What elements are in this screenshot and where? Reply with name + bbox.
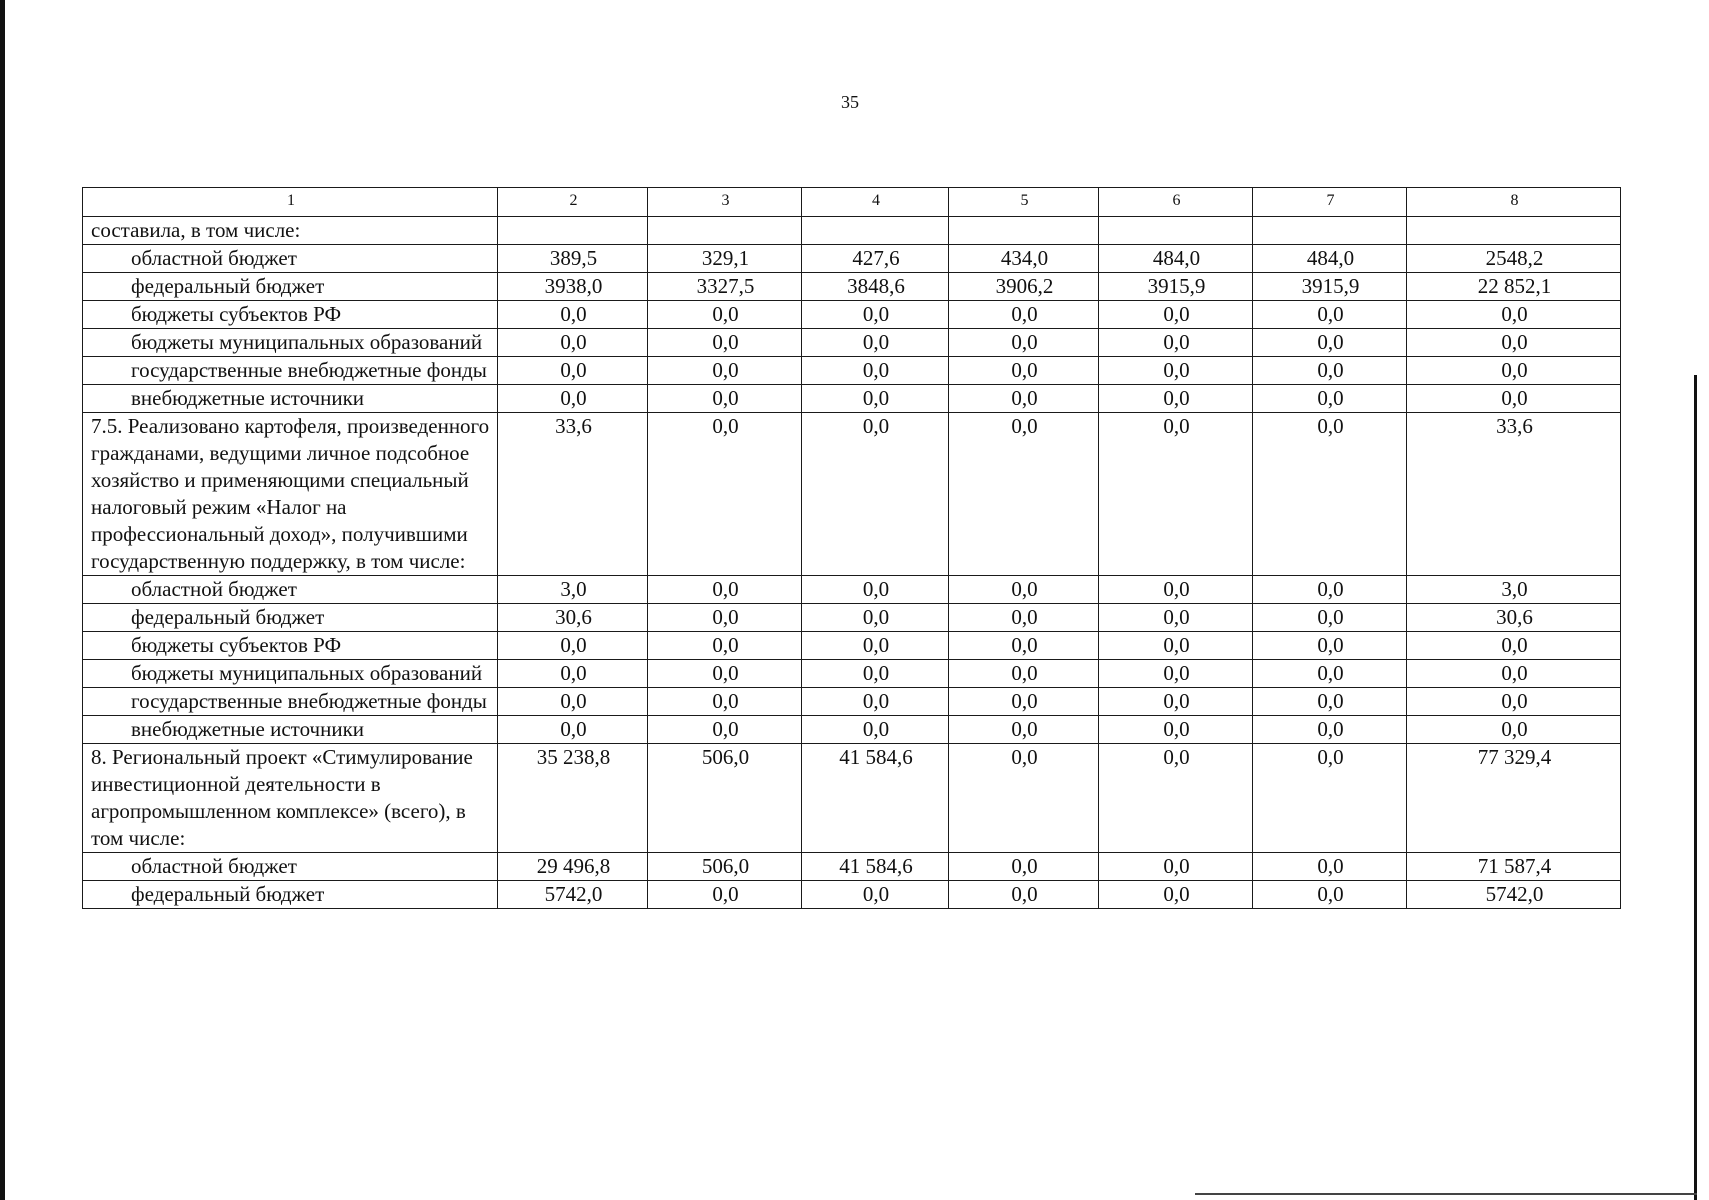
value-cell: 0,0 — [802, 688, 949, 716]
value-cell: 0,0 — [498, 716, 648, 744]
value-cell: 0,0 — [1099, 853, 1253, 881]
value-cell: 484,0 — [1253, 245, 1407, 273]
value-cell: 0,0 — [648, 716, 802, 744]
table-row — [83, 357, 1621, 385]
value-cell: 484,0 — [1099, 245, 1253, 273]
budget-table — [82, 187, 1621, 909]
row-label: бюджеты муниципальных образований — [83, 660, 498, 688]
value-cell: 0,0 — [802, 604, 949, 632]
value-cell: 0,0 — [1253, 413, 1407, 576]
value-cell: 0,0 — [949, 576, 1099, 604]
value-cell: 29 496,8 — [498, 853, 648, 881]
value-cell: 0,0 — [1099, 744, 1253, 853]
value-cell: 0,0 — [498, 660, 648, 688]
column-header: 2 — [498, 188, 648, 217]
page-number: 35 — [841, 92, 859, 112]
row-label: областной бюджет — [83, 576, 498, 604]
value-cell: 0,0 — [802, 632, 949, 660]
value-cell: 3938,0 — [498, 273, 648, 301]
table-row — [83, 217, 1621, 245]
value-cell: 506,0 — [648, 853, 802, 881]
value-cell: 33,6 — [1407, 413, 1621, 576]
value-cell: 0,0 — [1099, 688, 1253, 716]
value-cell: 5742,0 — [1407, 881, 1621, 909]
value-cell — [1407, 217, 1621, 245]
value-cell: 0,0 — [648, 688, 802, 716]
row-label: областной бюджет — [83, 245, 498, 273]
value-cell: 0,0 — [648, 660, 802, 688]
value-cell: 0,0 — [802, 357, 949, 385]
value-cell: 0,0 — [802, 716, 949, 744]
value-cell: 0,0 — [802, 881, 949, 909]
value-cell: 0,0 — [949, 716, 1099, 744]
table-row — [83, 604, 1621, 632]
table-row — [83, 688, 1621, 716]
value-cell: 22 852,1 — [1407, 273, 1621, 301]
value-cell: 0,0 — [1253, 301, 1407, 329]
table-row — [83, 301, 1621, 329]
value-cell — [648, 217, 802, 245]
value-cell: 0,0 — [949, 853, 1099, 881]
value-cell: 0,0 — [1253, 329, 1407, 357]
value-cell: 0,0 — [648, 881, 802, 909]
value-cell — [1253, 217, 1407, 245]
value-cell: 0,0 — [648, 301, 802, 329]
value-cell: 0,0 — [1253, 881, 1407, 909]
value-cell: 506,0 — [648, 744, 802, 853]
value-cell: 0,0 — [802, 329, 949, 357]
value-cell: 3848,6 — [802, 273, 949, 301]
row-label: 8. Региональный проект «Стимулирование инвестиционной деятельности в агропромышленном комплексе» (всего), в том числе: — [83, 744, 498, 853]
row-label: составила, в том числе: — [83, 217, 498, 245]
value-cell: 0,0 — [1407, 357, 1621, 385]
value-cell: 0,0 — [1253, 744, 1407, 853]
row-label: бюджеты субъектов РФ — [83, 632, 498, 660]
value-cell: 0,0 — [1407, 688, 1621, 716]
value-cell: 0,0 — [498, 385, 648, 413]
value-cell: 389,5 — [498, 245, 648, 273]
value-cell: 0,0 — [1253, 716, 1407, 744]
column-header: 8 — [1407, 188, 1621, 217]
table-row — [83, 413, 1621, 576]
value-cell: 0,0 — [1099, 576, 1253, 604]
value-cell: 0,0 — [949, 744, 1099, 853]
value-cell: 0,0 — [1407, 716, 1621, 744]
value-cell: 0,0 — [1099, 632, 1253, 660]
table-row — [83, 716, 1621, 744]
value-cell: 0,0 — [1253, 853, 1407, 881]
row-label: областной бюджет — [83, 853, 498, 881]
value-cell: 71 587,4 — [1407, 853, 1621, 881]
scan-edge-bottom — [1195, 1193, 1697, 1195]
value-cell: 77 329,4 — [1407, 744, 1621, 853]
table-row — [83, 329, 1621, 357]
value-cell: 0,0 — [949, 632, 1099, 660]
row-label: федеральный бюджет — [83, 881, 498, 909]
row-label: внебюджетные источники — [83, 716, 498, 744]
column-header: 5 — [949, 188, 1099, 217]
value-cell: 0,0 — [1253, 385, 1407, 413]
value-cell: 0,0 — [498, 688, 648, 716]
value-cell: 0,0 — [949, 357, 1099, 385]
value-cell: 0,0 — [949, 604, 1099, 632]
value-cell: 3906,2 — [949, 273, 1099, 301]
value-cell: 0,0 — [1407, 660, 1621, 688]
value-cell: 30,6 — [1407, 604, 1621, 632]
value-cell: 0,0 — [648, 632, 802, 660]
value-cell: 3327,5 — [648, 273, 802, 301]
value-cell: 0,0 — [949, 329, 1099, 357]
value-cell: 0,0 — [1099, 604, 1253, 632]
value-cell: 35 238,8 — [498, 744, 648, 853]
value-cell: 0,0 — [949, 385, 1099, 413]
value-cell: 2548,2 — [1407, 245, 1621, 273]
value-cell: 0,0 — [949, 413, 1099, 576]
value-cell: 0,0 — [949, 881, 1099, 909]
table-row — [83, 881, 1621, 909]
value-cell: 0,0 — [1099, 357, 1253, 385]
value-cell: 30,6 — [498, 604, 648, 632]
value-cell — [802, 217, 949, 245]
row-label: государственные внебюджетные фонды — [83, 688, 498, 716]
table-row — [83, 273, 1621, 301]
row-label: федеральный бюджет — [83, 604, 498, 632]
value-cell: 0,0 — [498, 301, 648, 329]
value-cell: 0,0 — [949, 660, 1099, 688]
value-cell: 3915,9 — [1253, 273, 1407, 301]
table-row — [83, 660, 1621, 688]
table-row — [83, 385, 1621, 413]
value-cell: 0,0 — [1099, 329, 1253, 357]
value-cell: 0,0 — [1253, 688, 1407, 716]
row-label: бюджеты субъектов РФ — [83, 301, 498, 329]
value-cell: 0,0 — [648, 357, 802, 385]
value-cell: 0,0 — [802, 385, 949, 413]
value-cell: 0,0 — [648, 385, 802, 413]
value-cell — [1099, 217, 1253, 245]
value-cell: 0,0 — [1253, 632, 1407, 660]
value-cell — [949, 217, 1099, 245]
column-number-row — [83, 188, 1621, 217]
value-cell: 0,0 — [648, 604, 802, 632]
value-cell: 0,0 — [1099, 385, 1253, 413]
value-cell: 0,0 — [1099, 660, 1253, 688]
value-cell: 0,0 — [1099, 716, 1253, 744]
row-label: бюджеты муниципальных образований — [83, 329, 498, 357]
value-cell: 0,0 — [1099, 881, 1253, 909]
table-body — [83, 217, 1621, 909]
value-cell: 0,0 — [802, 660, 949, 688]
value-cell: 0,0 — [648, 413, 802, 576]
value-cell: 5742,0 — [498, 881, 648, 909]
value-cell: 0,0 — [1407, 329, 1621, 357]
value-cell: 3915,9 — [1099, 273, 1253, 301]
value-cell: 329,1 — [648, 245, 802, 273]
value-cell: 0,0 — [498, 357, 648, 385]
value-cell: 0,0 — [949, 688, 1099, 716]
scan-edge-right — [1694, 375, 1697, 1200]
value-cell: 41 584,6 — [802, 853, 949, 881]
value-cell: 427,6 — [802, 245, 949, 273]
value-cell: 0,0 — [1253, 576, 1407, 604]
column-header: 1 — [83, 188, 498, 217]
value-cell: 0,0 — [802, 301, 949, 329]
table-row — [83, 853, 1621, 881]
value-cell: 0,0 — [1253, 357, 1407, 385]
value-cell: 0,0 — [1407, 301, 1621, 329]
value-cell: 0,0 — [802, 413, 949, 576]
value-cell: 0,0 — [648, 329, 802, 357]
value-cell: 0,0 — [949, 301, 1099, 329]
table-row — [83, 576, 1621, 604]
value-cell: 434,0 — [949, 245, 1099, 273]
value-cell: 33,6 — [498, 413, 648, 576]
value-cell: 0,0 — [1407, 385, 1621, 413]
value-cell: 3,0 — [498, 576, 648, 604]
value-cell — [498, 217, 648, 245]
value-cell: 0,0 — [498, 329, 648, 357]
value-cell: 0,0 — [1253, 660, 1407, 688]
row-label: государственные внебюджетные фонды — [83, 357, 498, 385]
table-row — [83, 245, 1621, 273]
table-row — [83, 632, 1621, 660]
value-cell: 3,0 — [1407, 576, 1621, 604]
scan-edge-left — [0, 0, 5, 1200]
row-label: федеральный бюджет — [83, 273, 498, 301]
value-cell: 0,0 — [498, 632, 648, 660]
column-header: 7 — [1253, 188, 1407, 217]
value-cell: 0,0 — [648, 576, 802, 604]
value-cell: 0,0 — [1099, 301, 1253, 329]
column-header: 3 — [648, 188, 802, 217]
column-header: 4 — [802, 188, 949, 217]
value-cell: 0,0 — [1407, 632, 1621, 660]
row-label: внебюджетные источники — [83, 385, 498, 413]
row-label: 7.5. Реализовано картофеля, произведенного гражданами, ведущими личное подсобное хозяйство и применяющими специальный налоговый режим «Налог на профессиональный доход», получившими государственную поддержку, в том числе: — [83, 413, 498, 576]
value-cell: 0,0 — [1253, 604, 1407, 632]
value-cell: 41 584,6 — [802, 744, 949, 853]
value-cell: 0,0 — [1099, 413, 1253, 576]
table-row — [83, 744, 1621, 853]
value-cell: 0,0 — [802, 576, 949, 604]
column-header: 6 — [1099, 188, 1253, 217]
